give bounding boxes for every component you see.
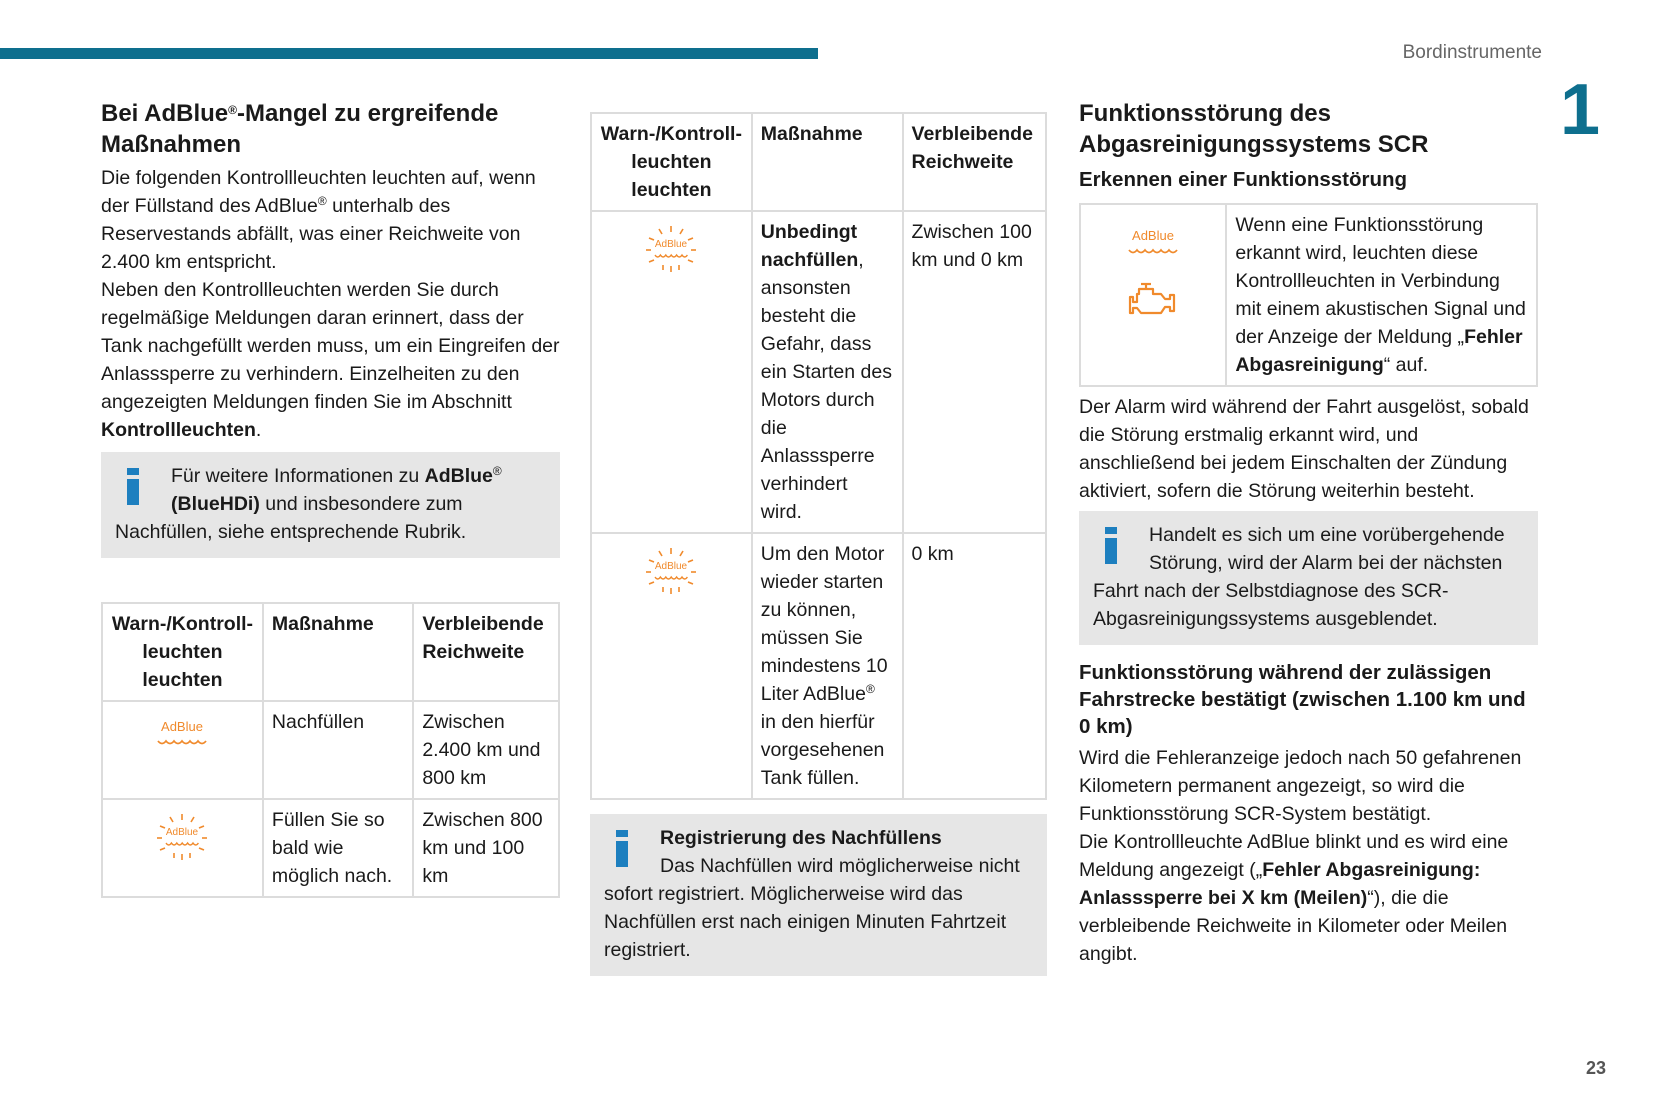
- section-title: Bordinstrumente: [1402, 42, 1542, 63]
- info-icon: [1093, 521, 1135, 577]
- table-header: Verbleibende Reichweite: [413, 603, 559, 701]
- table-cell: Nachfüllen: [263, 701, 413, 799]
- table-header: Warn-/Kontroll-leuchten leuchten: [591, 113, 752, 211]
- svg-text:AdBlue: AdBlue: [1132, 228, 1175, 243]
- left-info-box: Für weitere Informationen zu AdBlue® (BlueHDi) und insbesondere zum Nachfüllen, siehe entsprechende Rubrik.: [101, 452, 560, 558]
- info-icon: [604, 824, 646, 880]
- table-header: Verbleibende Reichweite: [903, 113, 1046, 211]
- middle-column: [590, 112, 1047, 976]
- table-cell: 0 km: [903, 533, 1046, 799]
- table-header-row: [102, 603, 559, 701]
- svg-text:AdBlue: AdBlue: [161, 719, 204, 734]
- right-subheading: Erkennen einer Funktionsstörung: [1079, 168, 1408, 191]
- table-header-row: [591, 113, 1046, 211]
- table-cell: Wenn eine Funktionsstörung erkannt wird, leuchten diese Kontrollleuchten in Verbindung mit einem akustischen Signal und der Anzeige der Meldung „Fehler Abgasreinigung“ auf.: [1226, 204, 1537, 386]
- table-cell: Zwischen 100 km und 0 km: [903, 211, 1046, 533]
- table-cell: Zwischen 2.400 km und 800 km: [413, 701, 559, 799]
- info-icon: [115, 462, 157, 518]
- table-cell: Zwischen 800 km und 100 km: [413, 799, 559, 897]
- left-warning-table: [101, 602, 560, 898]
- right-paragraph-1: Der Alarm wird während der Fahrt ausgelöst, sobald die Störung erstmalig erkannt wird, und anschließend bei jedem Einschalten der Zündung aktiviert, sofern die Störung weiterhin besteht.: [1079, 396, 1529, 502]
- table-header: Maßnahme: [263, 603, 413, 701]
- info-title: Registrierung des Nachfüllens: [660, 827, 942, 849]
- right-heading: Funktionsstörung des Abgasreinigungssystems SCR: [1079, 100, 1429, 158]
- middle-info-box: Registrierung des Nachfüllens Das Nachfüllen wird möglicherweise nicht sofort registriert. Möglicherweise wird das Nachfüllen erst nach einigen Minuten Fahrtzeit registriert.: [590, 814, 1047, 976]
- adblue-warning-icon: [152, 714, 212, 754]
- table-row: [1080, 204, 1537, 386]
- adblue-blinking-icon: [150, 812, 214, 862]
- table-cell: Füllen Sie so bald wie möglich nach.: [263, 799, 413, 897]
- right-paragraph-2: Wird die Fehleranzeige jedoch nach 50 gefahrenen Kilometern permanent angezeigt, so wird die Funktionsstörung SCR-System bestätigt.: [1079, 747, 1522, 825]
- chapter-number: 1: [1560, 70, 1601, 150]
- table-row: [591, 211, 1046, 533]
- adblue-blinking-icon: [639, 546, 703, 596]
- right-subheading-2: Funktionsstörung während der zulässigen Fahrstrecke bestätigt (zwischen 1.100 km und 0 km): [1079, 661, 1526, 738]
- left-paragraph-1: Die folgenden Kontrollleuchten leuchten auf, wenn der Füllstand des AdBlue® unterhalb des Reservestands abfällt, was einer Reichweite von 2.400 km entspricht.: [101, 167, 536, 273]
- svg-text:AdBlue: AdBlue: [166, 827, 199, 838]
- engine-warning-icon: [1125, 279, 1181, 321]
- right-info-box: Handelt es sich um eine vorübergehende Störung, wird der Alarm bei der nächsten Fahrt nach der Selbstdiagnose des SCR-Abgasreinigungssystems ausgeblendet.: [1079, 511, 1538, 645]
- right-paragraph-3: Die Kontrollleuchte AdBlue blinkt und es wird eine Meldung angezeigt („Fehler Abgasreinigung: Anlasssperre bei X km (Meilen)“), die die verbleibende Reichweite in Kilometer oder Meilen angibt.: [1079, 831, 1509, 965]
- table-header: Warn-/Kontroll-leuchten leuchten: [102, 603, 263, 701]
- left-paragraph-2: Neben den Kontrollleuchten werden Sie durch regelmäßige Meldungen daran erinnert, dass der Tank nachgefüllt werden muss, um ein Eingreifen der Anlasssperre zu verhindern. Einzelheiten zu den angezeigten Meldungen finden Sie im Abschnitt Kontrollleuchten.: [101, 279, 560, 441]
- left-heading: Bei AdBlue®-Mangel zu ergreifende Maßnahmen: [101, 100, 499, 158]
- table-cell: Unbedingt nachfüllen, ansonsten besteht die Gefahr, dass ein Starten des Motors durch die Anlasssperre verhindert wird.: [752, 211, 903, 533]
- table-header: Maßnahme: [752, 113, 903, 211]
- right-column: [1079, 98, 1538, 968]
- table-row: [102, 701, 559, 799]
- svg-text:AdBlue: AdBlue: [655, 239, 688, 250]
- table-row: [591, 533, 1046, 799]
- adblue-warning-icon: [1123, 223, 1183, 263]
- page-number: 23: [1586, 1058, 1607, 1078]
- table-row: [102, 799, 559, 897]
- left-column: [101, 98, 560, 898]
- header-accent-bar: [0, 48, 818, 59]
- right-warning-box: [1079, 203, 1538, 387]
- svg-text:AdBlue: AdBlue: [655, 561, 688, 572]
- table-cell: Um den Motor wieder starten zu können, müssen Sie mindestens 10 Liter AdBlue® in den hierfür vorgesehenen Tank füllen.: [752, 533, 903, 799]
- middle-warning-table: [590, 112, 1047, 800]
- adblue-blinking-icon: [639, 224, 703, 274]
